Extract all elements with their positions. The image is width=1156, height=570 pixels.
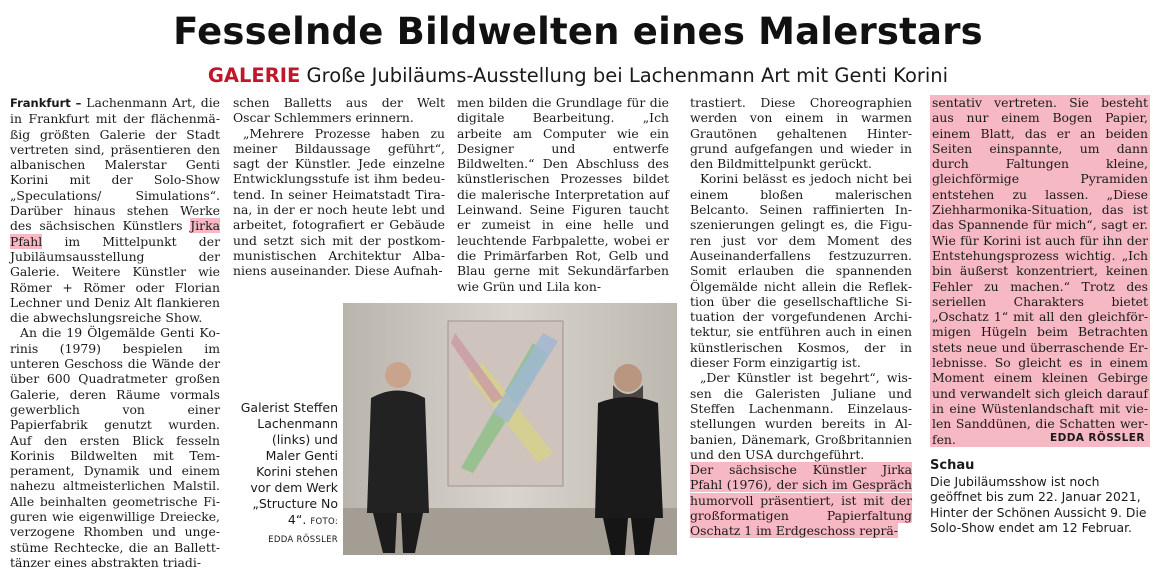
info-box-heading: Schau xyxy=(930,458,975,473)
photo-illustration xyxy=(343,303,677,555)
article-column-1 xyxy=(10,95,220,570)
caption-text: Galerist Steffen Lachenmann (links) und Maler Genti Korini stehen vor dem Werk „Structure No 4“. xyxy=(240,400,338,527)
paragraph-text: Lachenmann Art, die in Frankfurt mit der flächenmäßig größten Galerie der Stadt vertreten sind, präsentieren den albanischen Malerstar Genti Korini mit der Solo-Show „Speculations/ Simulations“. Darüber hinaus stehen Werke des sächsischen Künstlers xyxy=(10,95,221,234)
subline-text: Große Jubiläums-Ausstellung bei Lachenmann Art mit Genti Korini xyxy=(306,64,949,87)
subline-kicker: GALERIE xyxy=(207,64,301,87)
article-column-3 xyxy=(457,95,669,294)
paragraph-highlighted xyxy=(690,462,912,538)
info-box-text: Die Jubiläumsshow ist noch geöffnet bis zum 22. Januar 2021, Hinter der Schönen Aussicht 9. Die Solo-Show endet am 12 Februar. xyxy=(930,473,1147,535)
paragraph: men bilden die Grundlage für die digitale Bearbeitung. „Ich arbeite am Computer wie ein Designer und entwerfe Bildwelten.“ Den Abschluss des künstlerischen Prozesses bildet die malerische Interpretation auf Leinwand. Seine Figuren taucht er zumeist in eine helle und leuchtende Farbpalette, wobei er die Primärfarben Rot, Gelb und Blau gerne mit Sekundärfarben wie Grün und Lila kon- xyxy=(457,95,669,294)
paragraph: schen Balletts aus der Welt Oscar Schlemmers erinnern. xyxy=(233,95,445,126)
photo-caption xyxy=(234,400,338,548)
article-photo xyxy=(343,303,677,555)
paragraph-highlighted: sentativ vertreten. Sie besteht aus nur einem Bogen Papier, einem Blatt, das er an beiden Seiten einspannte, um dann durch Faltungen kleine, gleichförmige Pyramiden entstehen zu lassen. „Diese Ziehharmonika-Situation, das ist das Spannende für mich“, sagt er. Wie für Korini ist auch für ihn der Entstehungsprozess wichtig. „Ich bin äußerst konzentriert, keinen Fehler zu machen.“ Trotz des seriellen Charakters bietet „Oschatz 1“ mit all den gleichförmigen Hügeln beim Betrachten stets neue und überraschende Erlebnisse. So gleicht es in einem Moment einem kleinen Gebirge und verwandelt sich gleich darauf in eine Wüstenlandschaft mit vielen Sanddünen, die Schatten werfen. xyxy=(932,95,1148,447)
dateline: Frankfurt – xyxy=(10,96,82,110)
article-column-4 xyxy=(690,95,912,539)
paragraph: trastiert. Diese Choreographien werden von einem in warmen Grautönen gehaltenen Hintergrund aufgefangen und wieder in den Bildmittelpunkt gerückt. xyxy=(690,95,912,172)
paragraph xyxy=(10,95,220,325)
photo-credit-name: EDDA RÖSSLER xyxy=(268,535,338,545)
info-box xyxy=(930,458,1150,536)
subline xyxy=(0,64,1156,87)
paragraph: „Der Künstler ist begehrt“, wissen die Galeristen Juliane und Steffen Lachenmann. Einzelausstellungen wurden bereits in Albanien, Dänemark, Großbritannien und den USA durchgeführt. xyxy=(690,370,912,462)
article-column-2 xyxy=(233,95,445,279)
paragraph-text: im Mittelpunkt der Jubiläumsausstellung der Galerie. Weitere Künstler wie Römer + Römer oder Florian Lechner und Deniz Alt flankieren die abwechslungsreiche Show. xyxy=(10,233,220,326)
highlighted-name: Jirka Pfahl xyxy=(10,218,220,249)
paragraph: An die 19 Ölgemälde Genti Korinis (1979) bespielen im unteren Geschoss die Wände der über 600 Quadratmeter großen Galerie, deren Räume vormals gewerblich von einer Papierfabrik genutzt wurden. Auf den ersten Blick fesseln Korinis Bildwelten mit Temperament, Dynamik und einem nahezu altmeisterlichen Malstil. Alle beinhalten geometrische Figuren wie eigenwillige Dreiecke, verzogene Rhomben und ungestüme Rechtecke, die an Balletttänzer eines abstrakten triadi- xyxy=(10,325,220,570)
painting xyxy=(448,321,563,486)
paragraph: „Mehrere Prozesse haben zu meiner Bildaussage geführt“, sagt der Künstler. Jede einzelne Entwicklungsstufe ist ihm bedeutend. In seiner Heimatstadt Tirana, in der er noch heute lebt und arbeitet, fotografiert er Gebäude und setzt sich mit der postkommunistischen Architektur Albaniens auseinander. Diese Aufnah- xyxy=(233,125,445,279)
highlighted-text: Der sächsische Künstler Jirka Pfahl (1976), der sich im Gespräch humorvoll präsentiert, ist mit der großformatigen Papierfaltung Oschatz 1 im Erdgeschoss reprä- xyxy=(690,462,912,539)
photo-credit-label: FOTO: xyxy=(310,517,338,527)
headline: Fesselnde Bildwelten eines Malerstars xyxy=(173,10,983,53)
article-column-5 xyxy=(930,95,1150,447)
paragraph: Korini belässt es jedoch nicht bei einem bloßen malerischen Belcanto. Seinen raffinierten Inszenierungen gelingt es, die Figuren just vor dem Moment des Auseinanderfallens festzuzurren. Somit erlauben die spannenden Ölgemälde nicht allein die Reflektion über die gesellschaftliche Situation der vorgefundenen Architektur, sie entführen auch in einen künstlerischen Kosmos, der in dieser Form einzigartig ist. xyxy=(690,171,912,371)
author-signature: EDDA RÖSSLER xyxy=(1050,432,1145,444)
